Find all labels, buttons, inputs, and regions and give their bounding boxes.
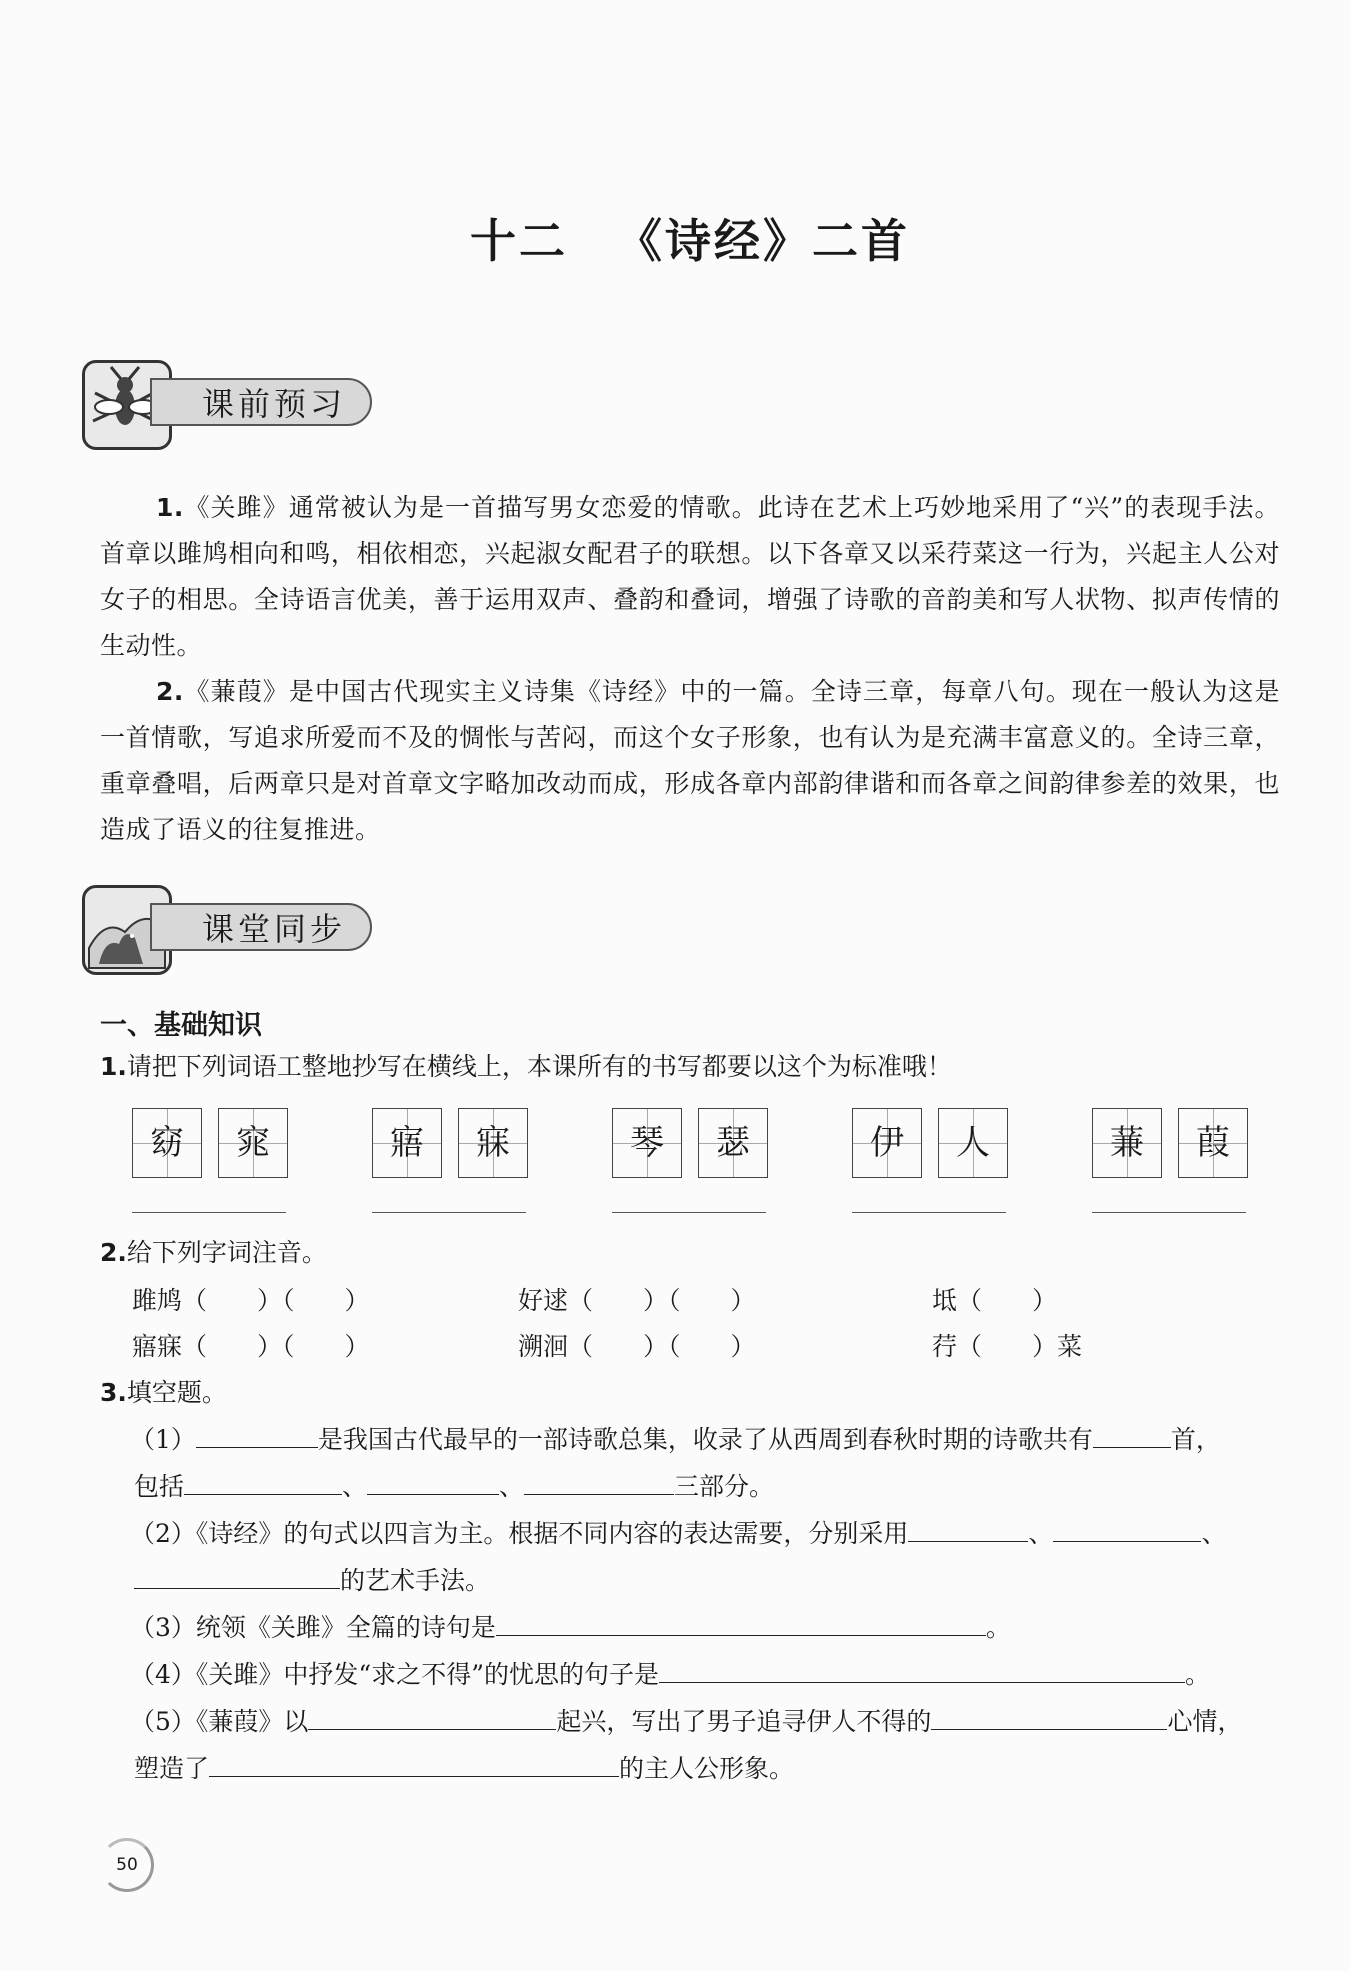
answer-blank[interactable] bbox=[659, 1652, 1185, 1683]
preview-item-2: 2.《蒹葭》是中国古代现实主义诗集《诗经》中的一篇。全诗三章，每章八句。现在一般认为这是一首情歌，写追求所爱而不及的惆怅与苦闷，而这个女子形象，也有认为是充满丰富意义的。全诗三章，重章叠唱，后两章只是对首章文字略加改动而成，形成各章内部韵律谐和而各章之间韵律参差的效果，也造成了语义的往复推进。 bbox=[100, 677, 1280, 844]
class-section-title: 课堂同步 bbox=[150, 903, 372, 951]
char-box: 窕 bbox=[218, 1108, 288, 1178]
page-number: 50 bbox=[100, 1838, 154, 1892]
char-box: 人 bbox=[938, 1108, 1008, 1178]
char-box: 琴 bbox=[612, 1108, 682, 1178]
answer-blank[interactable] bbox=[908, 1511, 1028, 1542]
answer-blank[interactable] bbox=[931, 1699, 1167, 1730]
char-box: 伊 bbox=[852, 1108, 922, 1178]
preview-text bbox=[100, 485, 1280, 853]
char-box: 蒹 bbox=[1092, 1108, 1162, 1178]
answer-blank[interactable] bbox=[367, 1464, 499, 1495]
question-3-3: （3）统领《关雎》全篇的诗句是 。 bbox=[130, 1605, 1011, 1651]
question-3-1: （1） 是我国古代最早的一部诗歌总集，收录了从西周到春秋时期的诗歌共有 首， bbox=[130, 1417, 1221, 1463]
question-3-5-cont: 塑造了 的主人公形象。 bbox=[134, 1746, 794, 1792]
answer-blank[interactable] bbox=[496, 1605, 986, 1636]
preview-item-1: 1.《关雎》通常被认为是一首描写男女恋爱的情歌。此诗在艺术上巧妙地采用了“兴”的表现手法。首章以雎鸠相向和鸣，相依相恋，兴起淑女配君子的联想。以下各章又以采荇菜这一行为，兴起主人公对女子的相思。全诗语言优美，善于运用双声、叠韵和叠词，增强了诗歌的音韵美和写人状物、拟声传情的生动性。 bbox=[100, 493, 1280, 660]
copy-line[interactable] bbox=[132, 1212, 286, 1213]
char-box: 葭 bbox=[1178, 1108, 1248, 1178]
answer-blank[interactable] bbox=[308, 1699, 556, 1730]
question-3-2-cont: 的艺术手法。 bbox=[134, 1558, 490, 1604]
pinyin-item[interactable]: 坻（ ） bbox=[932, 1286, 1058, 1315]
question-3: 3.填空题。 bbox=[100, 1378, 227, 1407]
answer-blank[interactable] bbox=[209, 1746, 619, 1777]
preview-section-header bbox=[0, 360, 400, 450]
lesson-name: 《诗经》二首 bbox=[616, 214, 910, 268]
answer-blank[interactable] bbox=[134, 1558, 340, 1589]
char-box: 寐 bbox=[458, 1108, 528, 1178]
char-box: 瑟 bbox=[698, 1108, 768, 1178]
preview-section-title: 课前预习 bbox=[150, 378, 372, 426]
char-box: 寤 bbox=[372, 1108, 442, 1178]
answer-blank[interactable] bbox=[184, 1464, 342, 1495]
answer-blank[interactable] bbox=[1093, 1417, 1171, 1448]
class-section-header bbox=[0, 885, 400, 975]
answer-blank[interactable] bbox=[196, 1417, 318, 1448]
section-basic-knowledge: 一、基础知识 bbox=[100, 1010, 262, 1041]
pinyin-item[interactable]: 好逑（ ）（ ） bbox=[518, 1286, 756, 1315]
lesson-title bbox=[0, 205, 1350, 271]
answer-blank[interactable] bbox=[1053, 1511, 1201, 1542]
copy-line[interactable] bbox=[372, 1212, 526, 1213]
question-3-5: （5）《蒹葭》以 起兴，写出了男子追寻伊人不得的 心情， bbox=[130, 1699, 1242, 1745]
pinyin-item[interactable]: 荇（ ）菜 bbox=[932, 1332, 1083, 1361]
char-box: 窈 bbox=[132, 1108, 202, 1178]
copy-characters bbox=[132, 1108, 1312, 1218]
question-1: 1.请把下列词语工整地抄写在横线上，本课所有的书写都要以这个为标准哦！ bbox=[100, 1052, 952, 1081]
pinyin-item[interactable]: 寤寐（ ）（ ） bbox=[132, 1332, 370, 1361]
answer-blank[interactable] bbox=[524, 1464, 674, 1495]
pinyin-item[interactable]: 溯洄（ ）（ ） bbox=[518, 1332, 756, 1361]
copy-line[interactable] bbox=[1092, 1212, 1246, 1213]
question-2: 2.给下列字词注音。 bbox=[100, 1238, 327, 1267]
copy-line[interactable] bbox=[852, 1212, 1006, 1213]
question-3-1-cont: 包括 、 、 三部分。 bbox=[134, 1464, 774, 1510]
question-3-4: （4）《关雎》中抒发“求之不得”的忧思的句子是 。 bbox=[130, 1652, 1210, 1698]
copy-line[interactable] bbox=[612, 1212, 766, 1213]
lesson-number: 十二 bbox=[470, 214, 568, 268]
pinyin-item[interactable]: 雎鸠（ ）（ ） bbox=[132, 1286, 370, 1315]
question-3-2: （2）《诗经》的句式以四言为主。根据不同内容的表达需要，分别采用 、 、 bbox=[130, 1511, 1226, 1557]
